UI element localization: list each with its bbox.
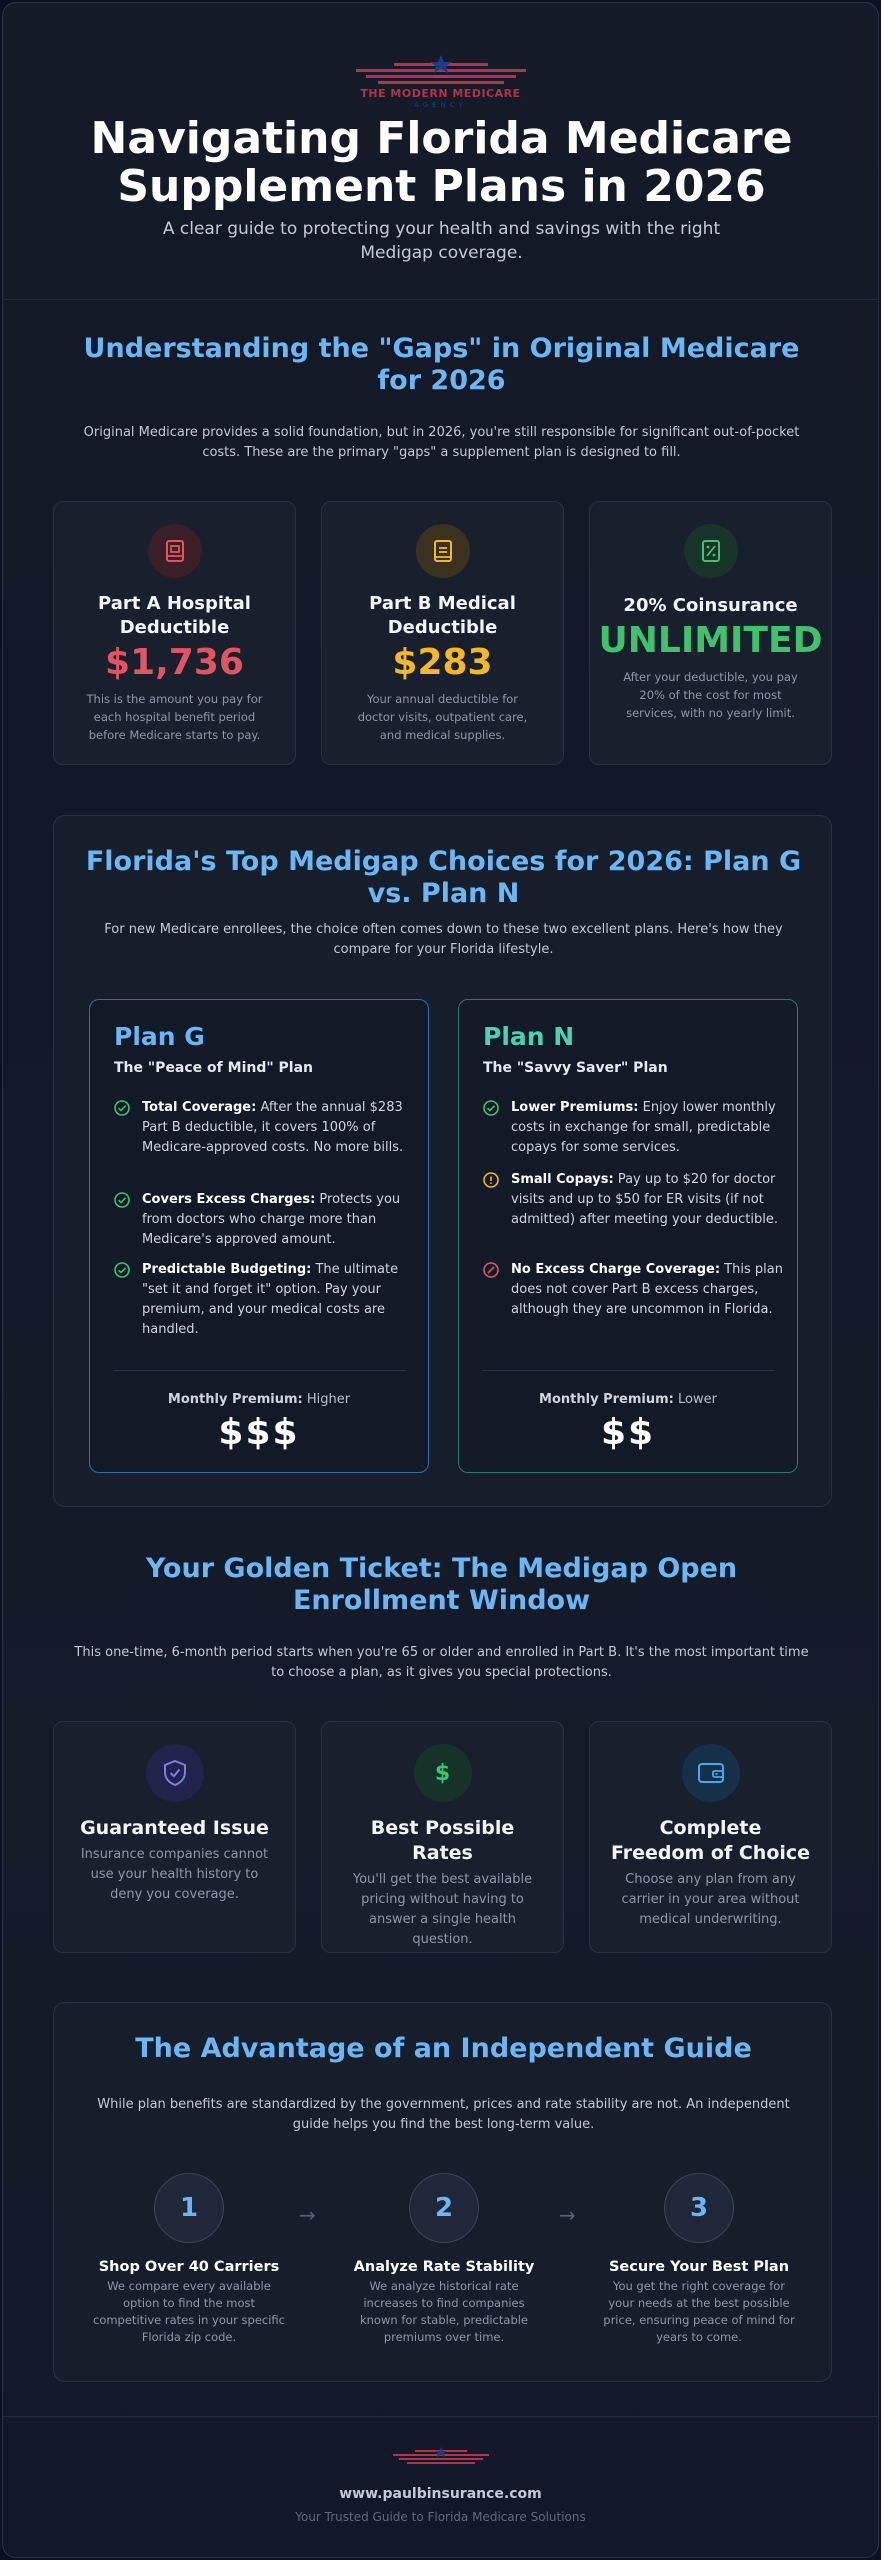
- feature-title: Covers Excess Charges:: [142, 1192, 316, 1207]
- plan-name: Plan G: [114, 1022, 205, 1051]
- premium-dollar-signs: $$$: [218, 1412, 300, 1453]
- gaps-intro: Original Medicare provides a solid foundation, but in 2026, you're still responsible for significant out-of-pocket costs. These are the primary "gaps" a supplement plan is designed to fill.: [83, 425, 800, 460]
- step-title: Analyze Rate Stability: [353, 2259, 535, 2275]
- hospital-icon: [148, 524, 202, 578]
- check-circle-icon: [114, 1100, 130, 1116]
- arrow-right-icon: →: [559, 2203, 576, 2227]
- plan-feature: [483, 1170, 783, 1230]
- step-number: 2: [409, 2173, 479, 2243]
- card-title: Best Possible Rates: [370, 1817, 515, 1864]
- plan-comparison-panel: [53, 815, 832, 1507]
- enrollment-intro: This one-time, 6-month period starts when you're 65 or older and enrolled in Part B. It's the most important time to choose a plan, as it gives you special protections.: [74, 1645, 809, 1680]
- independent-guide-panel: [53, 2002, 832, 2382]
- feature-title: Small Copays:: [511, 1172, 614, 1187]
- monthly-premium: [90, 1392, 428, 1407]
- step-number: 3: [664, 2173, 734, 2243]
- gaps-section-title: Understanding the "Gaps" in Original Medicare for 2026: [83, 333, 800, 396]
- premium-value: Higher: [302, 1392, 351, 1407]
- card-text: This is the amount you pay for each hospital benefit period before Medicare starts to pay.: [86, 692, 263, 742]
- feature-title: Lower Premiums:: [511, 1100, 639, 1115]
- part-b-deductible-card: [321, 501, 564, 765]
- arrow-right-icon: →: [299, 2203, 316, 2227]
- wallet-icon: [682, 1744, 740, 1802]
- plan-feature: [483, 1098, 783, 1158]
- feature-text: Protects you from doctors who charge more than Medicare's approved amount.: [142, 1192, 401, 1247]
- feature-title: No Excess Charge Coverage:: [511, 1262, 721, 1277]
- step-text: We analyze historical rate increases to find companies known for stable, predictable premiums over time.: [359, 2279, 529, 2344]
- page-title: Navigating Florida Medicare Supplement Plans in 2026: [90, 113, 793, 212]
- footer-tagline: Your Trusted Guide to Florida Medicare Solutions: [295, 2510, 586, 2524]
- step-analyze-rates: [329, 2173, 559, 2346]
- step-title: Secure Your Best Plan: [608, 2259, 790, 2275]
- flag-star-logo-icon: [356, 55, 526, 89]
- footer-logo: [3, 2447, 878, 2465]
- premium-dollar-signs: $$: [600, 1412, 656, 1453]
- agency-logo: [3, 55, 878, 109]
- brand-name: THE MODERN MEDICARE: [360, 87, 521, 100]
- guide-intro: While plan benefits are standardized by the government, prices and rate stability are not. An independent guide helps you find the best long-term value.: [97, 2097, 790, 2132]
- plan-feature: [483, 1260, 783, 1320]
- feature-title: Total Coverage:: [142, 1100, 257, 1115]
- dollar-icon: $: [414, 1744, 472, 1802]
- infographic-page: [2, 2, 879, 2558]
- x-circle-icon: [483, 1262, 499, 1278]
- percent-doc-icon: [684, 524, 738, 578]
- plan-feature: [114, 1098, 414, 1158]
- premium-label: Monthly Premium:: [167, 1392, 303, 1407]
- premium-label: Monthly Premium:: [539, 1392, 674, 1407]
- card-title: Guaranteed Issue: [80, 1817, 269, 1839]
- monthly-premium: [459, 1392, 797, 1407]
- card-text: You'll get the best available pricing without having to answer a single health question.: [352, 1872, 533, 1947]
- check-circle-icon: [483, 1100, 499, 1116]
- card-text: Your annual deductible for doctor visits, outpatient care, and medical supplies.: [357, 692, 528, 742]
- divider: [114, 1370, 406, 1371]
- feature-text: This plan does not cover Part B excess charges, although they are uncommon in Florida.: [511, 1262, 783, 1317]
- card-value: $283: [392, 642, 493, 683]
- card-text: After your deductible, you pay 20% of the cost for most services, with no yearly limit.: [623, 670, 798, 720]
- step-secure-plan: [584, 2173, 814, 2346]
- card-title: Complete Freedom of Choice: [610, 1817, 811, 1864]
- plan-tagline: The "Savvy Saver" Plan: [483, 1060, 668, 1076]
- best-rates-card: [321, 1721, 564, 1953]
- plan-n-card: [458, 999, 798, 1473]
- footer-divider: [3, 2416, 878, 2417]
- shield-check-icon: [146, 1744, 204, 1802]
- step-number: 1: [154, 2173, 224, 2243]
- plans-intro: For new Medicare enrollees, the choice often comes down to these two excellent plans. Here's how they compare for your Florida lifestyle.: [104, 922, 783, 957]
- card-title: Part A Hospital Deductible: [98, 593, 251, 638]
- medical-doc-icon: [416, 524, 470, 578]
- feature-text: After the annual $283 Part B deductible, it covers 100% of Medicare-approved costs. No more bills.: [142, 1100, 404, 1155]
- exclamation-circle-icon: [483, 1172, 499, 1188]
- plans-section-title: Florida's Top Medigap Choices for 2026: Plan G vs. Plan N: [85, 846, 802, 909]
- coinsurance-card: [589, 501, 832, 765]
- feature-text: Enjoy lower monthly costs in exchange for small, predictable copays for some services.: [511, 1100, 776, 1155]
- check-circle-icon: [114, 1262, 130, 1278]
- page-subtitle: A clear guide to protecting your health and savings with the right Medigap coverage.: [162, 219, 721, 263]
- plan-tagline: The "Peace of Mind" Plan: [114, 1060, 313, 1076]
- guide-section-title: The Advantage of an Independent Guide: [135, 2033, 752, 2064]
- step-shop-carriers: [74, 2173, 304, 2346]
- card-value: $1,736: [105, 642, 244, 683]
- card-text: Insurance companies cannot use your health history to deny you coverage.: [80, 1847, 269, 1902]
- card-title: 20% Coinsurance: [623, 595, 798, 616]
- feature-text: The ultimate "set it and forget it" option. Pay your premium, and your medical costs are handled.: [142, 1262, 399, 1337]
- feature-text: Pay up to $20 for doctor visits and up to $50 for ER visits (if not admitted) after meeting your deductible.: [511, 1172, 778, 1227]
- step-text: We compare every available option to find the most competitive rates in your specific Florida zip code.: [93, 2279, 285, 2344]
- part-a-deductible-card: [53, 501, 296, 765]
- card-title: Part B Medical Deductible: [369, 593, 516, 638]
- plan-feature: [114, 1260, 414, 1340]
- enrollment-section-title: Your Golden Ticket: The Medigap Open Enrollment Window: [145, 1553, 738, 1616]
- brand-agency: AGENCY: [414, 101, 467, 109]
- freedom-of-choice-card: [589, 1721, 832, 1953]
- step-text: You get the right coverage for your needs at the best possible price, ensuring peace of mind for years to come.: [603, 2279, 795, 2344]
- divider: [483, 1370, 775, 1371]
- guaranteed-issue-card: [53, 1721, 296, 1953]
- check-circle-icon: [114, 1192, 130, 1208]
- step-title: Shop Over 40 Carriers: [98, 2259, 280, 2275]
- flag-star-logo-icon: [393, 2447, 489, 2465]
- premium-value: Lower: [673, 1392, 717, 1407]
- plan-name: Plan N: [483, 1022, 575, 1051]
- card-text: Choose any plan from any carrier in your area without medical underwriting.: [621, 1872, 800, 1927]
- section-divider: [3, 299, 878, 300]
- plan-g-card: [89, 999, 429, 1473]
- website-url[interactable]: www.paulbinsurance.com: [339, 2486, 542, 2502]
- feature-title: Predictable Budgeting:: [142, 1262, 312, 1277]
- plan-feature: [114, 1190, 414, 1250]
- card-value: UNLIMITED: [598, 620, 823, 661]
